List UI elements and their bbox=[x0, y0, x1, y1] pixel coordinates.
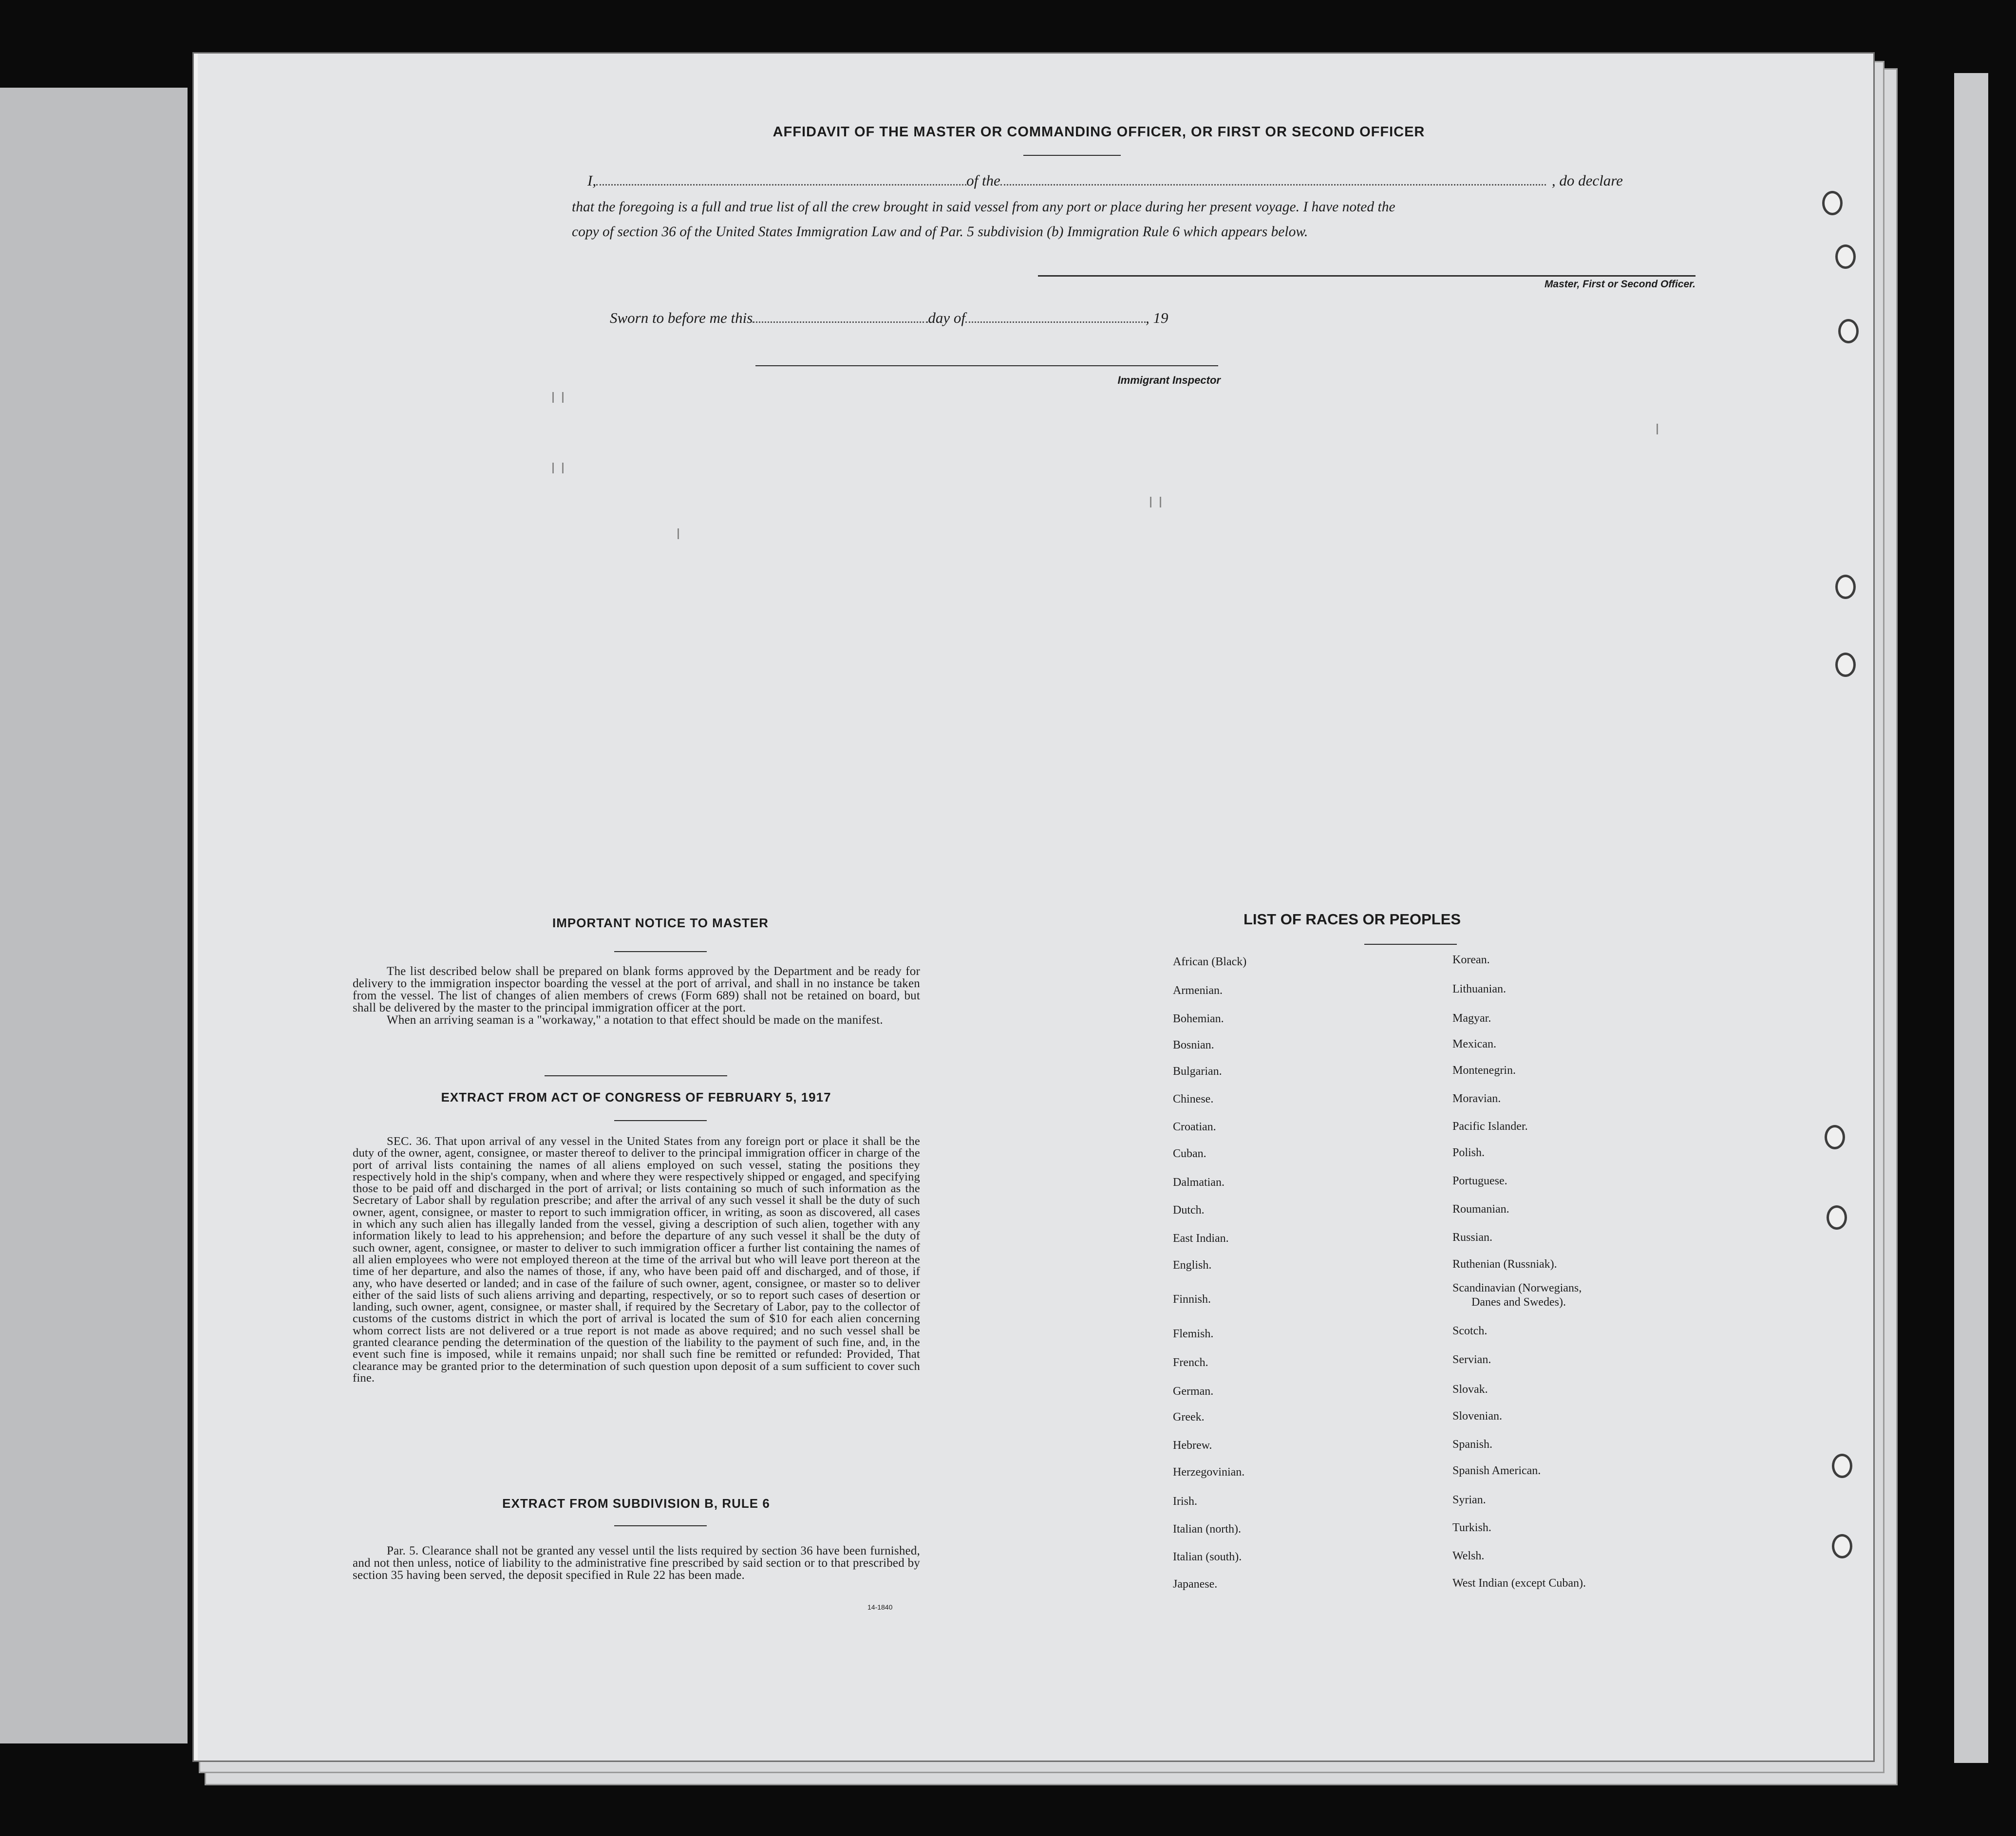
race-item: English. bbox=[1173, 1259, 1212, 1272]
race-item: Dutch. bbox=[1173, 1204, 1205, 1217]
affidavit-title: AFFIDAVIT OF THE MASTER OR COMMANDING OFFICER, OR FIRST OR SECOND OFFICER bbox=[772, 124, 1425, 140]
race-item: Lithuanian. bbox=[1452, 983, 1506, 995]
affidavit-of-the-label: of the bbox=[966, 172, 1000, 189]
race-item: Armenian. bbox=[1173, 984, 1223, 997]
race-item: Chinese. bbox=[1173, 1093, 1214, 1105]
race-item: Bosnian. bbox=[1173, 1039, 1214, 1051]
punch-hole bbox=[1835, 575, 1856, 599]
notice-paragraph-1: The list described below shall be prepared on blank forms approved by the Department and be ready for delivery to the immigration inspector boarding the vessel at the port of arrival, and shall in no instance be taken from the vessel. The list of changes of alien members of crews (Form 689) shall not be retained on board, but shall be delivered by the master to the principal immigration officer at the port. bbox=[353, 965, 920, 1014]
notice-paragraph-2: When an arriving seaman is a "workaway," a notation to that effect should be made on the manifest. bbox=[387, 1013, 883, 1027]
race-item: Servian. bbox=[1452, 1353, 1491, 1366]
affidavit-line1 bbox=[587, 169, 1693, 192]
notice-body bbox=[353, 965, 920, 1026]
punch-hole bbox=[1822, 191, 1843, 215]
race-item: Irish. bbox=[1173, 1495, 1197, 1508]
race-item: Italian (north). bbox=[1173, 1523, 1241, 1536]
affidavit-line2: that the foregoing is a full and true list of all the crew brought in said vessel from any port or place during her present voyage. I have noted the bbox=[572, 199, 1395, 215]
extract-act-body bbox=[353, 1136, 920, 1384]
extract-rule-rule bbox=[614, 1525, 707, 1526]
race-item: Turkish. bbox=[1452, 1521, 1491, 1534]
notice-separator bbox=[545, 1075, 727, 1076]
punch-hole bbox=[1835, 244, 1856, 269]
race-item: French. bbox=[1173, 1356, 1208, 1369]
notice-title: IMPORTANT NOTICE TO MASTER bbox=[552, 916, 769, 930]
race-item: Danes and Swedes). bbox=[1471, 1296, 1566, 1309]
race-item: Cuban. bbox=[1173, 1147, 1206, 1160]
race-item: Herzegovinian. bbox=[1173, 1466, 1245, 1479]
master-signature-caption: Master, First or Second Officer. bbox=[1544, 279, 1696, 290]
race-item: Syrian. bbox=[1452, 1494, 1486, 1506]
race-item: Croatian. bbox=[1173, 1121, 1216, 1133]
race-item: Roumanian. bbox=[1452, 1203, 1509, 1216]
race-item: Scandinavian (Norwegians, bbox=[1452, 1282, 1582, 1294]
extract-act-rule bbox=[614, 1120, 707, 1121]
race-item: Flemish. bbox=[1173, 1328, 1214, 1340]
punch-hole bbox=[1832, 1534, 1852, 1558]
race-item: Scotch. bbox=[1452, 1325, 1488, 1337]
race-item: Pacific Islander. bbox=[1452, 1120, 1528, 1133]
race-item: Ruthenian (Russniak). bbox=[1452, 1258, 1557, 1271]
form-number: 14-1840 bbox=[867, 1603, 893, 1611]
right-edge-strip bbox=[1954, 73, 1988, 1763]
race-item: Portuguese. bbox=[1452, 1175, 1507, 1187]
sworn-year-label: , 19 bbox=[1145, 309, 1168, 326]
race-item: Welsh. bbox=[1452, 1550, 1485, 1562]
race-item: Spanish. bbox=[1452, 1438, 1493, 1451]
section-36-text: SEC. 36. That upon arrival of any vessel in the United States from any foreign port or place it shall be the duty of the owner, agent, consignee, or master thereof to deliver to the principal immigration officer in charge of the port of arrival lists containing the names of all aliens employed on such vessel, stating the positions they respectively hold in the ship's company, when and where they were respectively shipped or engaged, and specifying those to be paid off and discharged in the port of arrival; or lists containing so much of such information as the Secretary of Labor shall by regulation prescribe; and after the arrival of any such vessel it shall be the duty of such owner, agent, consignee, or master to report to such immigration officer, in writing, as soon as discovered, all cases in which any such alien has illegally landed from the vessel, giving a description of such alien, together with any information likely to lead to his apprehension; and before the departure of any such vessel it shall be the duty of such owner, agent, consignee, or master to deliver to such immigration officer a further list containing the names of all alien employees who were not employed thereon at the time of the arrival but who will leave port thereon at the time of her departure, and also the names of those, if any, who have been paid off and discharged, and of those, if any, who have deserted or landed; and in case of the failure of such owner, agent, consignee, or master so to deliver either of the said lists of such aliens arriving and departing, respectively, or so to report such cases of desertion or landing, such owner, agent, consignee, or master shall, if required by the Secretary of Labor, pay to the collector of customs of the customs district in which the port of arrival is located the sum of $10 for each alien concerning whom correct lists are not delivered or a true report is not made as above required; and no such vessel shall be granted clearance pending the determination of the question of the liability to the payment of such fine, and, in the event such fine is imposed, while it remains unpaid; nor shall such fine be remitted or refunded: Provided, That clearance may be granted prior to the determination of such question upon deposit of a sum sufficient to cover such fine. bbox=[353, 1135, 920, 1385]
race-item: Japanese. bbox=[1173, 1578, 1218, 1591]
race-item: Magyar. bbox=[1452, 1012, 1491, 1025]
punch-hole bbox=[1832, 1454, 1852, 1478]
race-item: African (Black) bbox=[1173, 955, 1247, 968]
extract-act-title: EXTRACT FROM ACT OF CONGRESS OF FEBRUARY 5, 1917 bbox=[441, 1090, 831, 1105]
sworn-day-field[interactable] bbox=[753, 321, 928, 323]
race-item: East Indian. bbox=[1173, 1232, 1229, 1245]
stray-mark bbox=[552, 463, 554, 473]
stray-mark bbox=[562, 392, 564, 403]
inspector-caption: Immigrant Inspector bbox=[1117, 374, 1221, 386]
race-item: Dalmatian. bbox=[1173, 1176, 1225, 1189]
race-item: Italian (south). bbox=[1173, 1551, 1242, 1563]
race-item: Slovenian. bbox=[1452, 1410, 1502, 1423]
affidavit-title-rule bbox=[1023, 155, 1121, 156]
vessel-name-field[interactable] bbox=[1000, 184, 1546, 186]
affidavit-i-label: I, bbox=[587, 172, 597, 189]
punch-hole bbox=[1827, 1205, 1847, 1230]
stray-mark bbox=[1160, 497, 1161, 507]
stray-mark bbox=[1150, 497, 1151, 507]
race-item: Polish. bbox=[1452, 1146, 1485, 1159]
punch-hole bbox=[1835, 653, 1856, 677]
sworn-prefix-label: Sworn to before me this bbox=[610, 309, 753, 326]
inspector-signature-line[interactable] bbox=[755, 365, 1218, 366]
race-item: Finnish. bbox=[1173, 1293, 1211, 1306]
races-title-rule bbox=[1364, 944, 1457, 945]
race-item: Russian. bbox=[1452, 1231, 1493, 1244]
sworn-line bbox=[610, 307, 1168, 329]
race-item: Montenegrin. bbox=[1452, 1064, 1516, 1077]
affidavit-line3: copy of section 36 of the United States Immigration Law and of Par. 5 subdivision (b) Immigration Rule 6 which appears below. bbox=[572, 224, 1308, 240]
punch-hole bbox=[1838, 319, 1859, 343]
race-item: Spanish American. bbox=[1452, 1464, 1541, 1477]
race-item: Hebrew. bbox=[1173, 1439, 1212, 1452]
race-item: Moravian. bbox=[1452, 1092, 1501, 1105]
notice-title-rule bbox=[614, 951, 707, 952]
punch-hole bbox=[1825, 1125, 1845, 1149]
race-item: Slovak. bbox=[1452, 1383, 1488, 1396]
sworn-day-of-label: day of bbox=[928, 309, 965, 326]
race-item: Mexican. bbox=[1452, 1038, 1496, 1050]
race-item: Bohemian. bbox=[1173, 1012, 1224, 1025]
master-name-field[interactable] bbox=[596, 184, 966, 186]
extract-rule-title: EXTRACT FROM SUBDIVISION B, RULE 6 bbox=[502, 1496, 770, 1511]
affidavit-declare-label: , do declare bbox=[1551, 172, 1623, 189]
race-item: West Indian (except Cuban). bbox=[1452, 1577, 1586, 1590]
race-item: German. bbox=[1173, 1385, 1214, 1398]
paragraph-5-text: Par. 5. Clearance shall not be granted any vessel until the lists required by section 36 have been furnished, and not then unless, notice of liability to the administrative fine prescribed by said section or to that prescribed by section 35 having been served, the deposit specified in Rule 22 has been made. bbox=[353, 1544, 920, 1582]
stray-mark bbox=[552, 392, 554, 403]
extract-rule-body bbox=[353, 1545, 920, 1581]
stray-mark bbox=[562, 463, 564, 473]
race-item: Greek. bbox=[1173, 1411, 1205, 1424]
stray-mark bbox=[1657, 424, 1658, 434]
left-edge-strip bbox=[0, 88, 188, 1743]
sworn-month-field[interactable] bbox=[965, 321, 1146, 323]
races-title: LIST OF RACES OR PEOPLES bbox=[1243, 911, 1461, 928]
stray-mark bbox=[678, 528, 679, 539]
manifest-page bbox=[194, 54, 1873, 1761]
race-item: Korean. bbox=[1452, 954, 1490, 966]
master-signature-line[interactable] bbox=[1038, 275, 1696, 277]
race-item: Bulgarian. bbox=[1173, 1065, 1222, 1078]
